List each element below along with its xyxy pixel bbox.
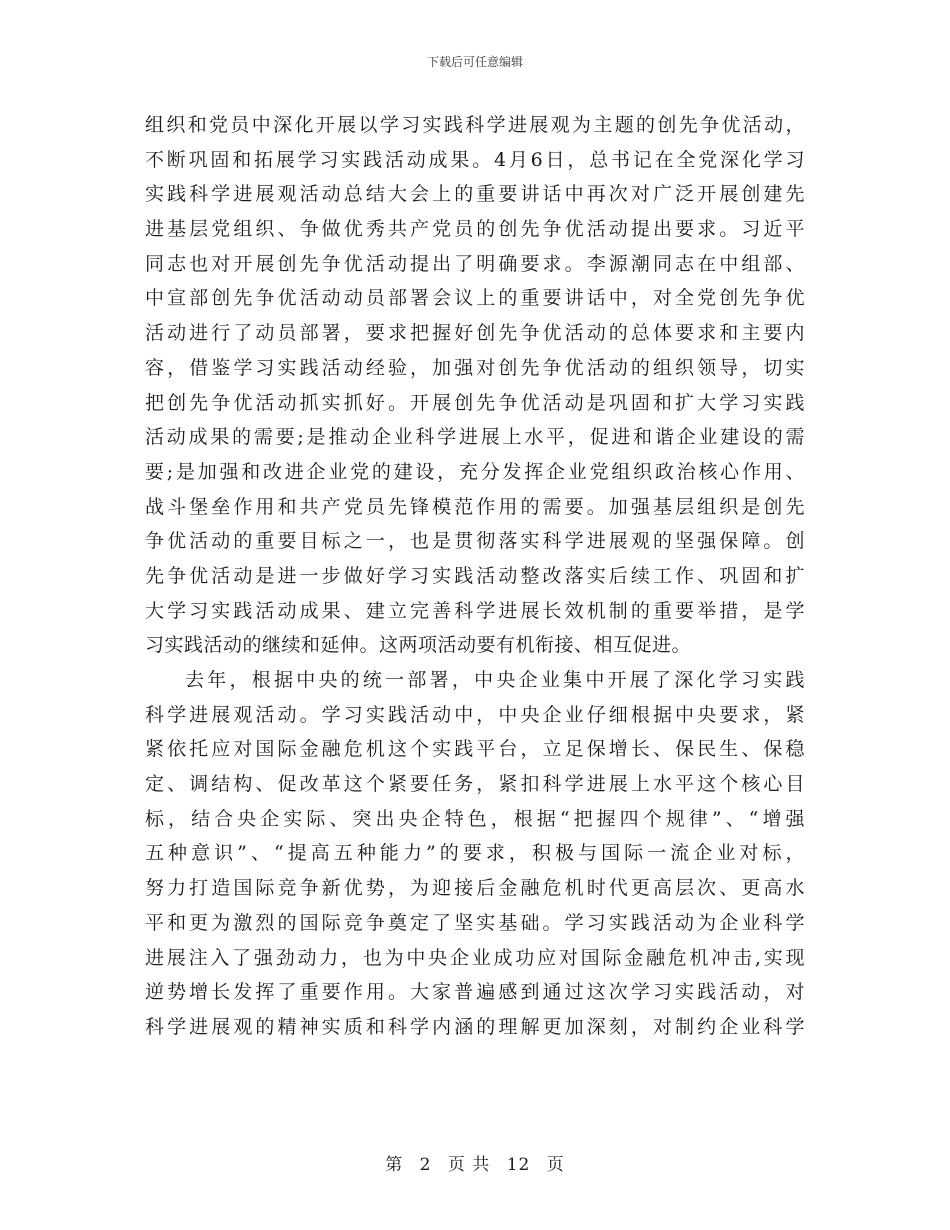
text-line: 紧依托应对国际金融危机这个实践平台，立足保增长、保民生、保稳 — [145, 738, 805, 761]
text-line: 去年，根据中央的统一部署，中央企业集中开展了深化学习实践 — [185, 669, 805, 691]
text-line: 组织和党员中深化开展以学习实践科学进展观为主题的创先争优活动， — [145, 114, 805, 136]
footer-suffix: 页 — [546, 1155, 565, 1175]
text-line: 平和更为激烈的国际竞争奠定了坚实基础。学习实践活动为企业科学 — [145, 911, 805, 934]
text-line: 标，结合央企实际、突出央企特色，根据“把握四个规律”、“增强 — [145, 807, 805, 830]
text-line: 中宣部创先争优活动动员部署会议上的重要讲话中，对全党创先争优 — [145, 287, 805, 310]
text-line: 争优活动的重要目标之一，也是贯彻落实科学进展观的坚强保障。创 — [145, 530, 805, 553]
footer-prefix: 第 — [385, 1155, 404, 1175]
paragraph-1 — [145, 108, 805, 663]
text-line: 把创先争优活动抓实抓好。开展创先争优活动是巩固和扩大学习实践 — [145, 391, 805, 414]
text-line: 定、调结构、促改革这个紧要任务，紧扣科学进展上水平这个核心目 — [145, 773, 805, 796]
current-page-number: 2 — [419, 1155, 432, 1175]
text-line: 科学进展观的精神实质和科学内涵的理解更加深刻，对制约企业科学 — [145, 1015, 805, 1038]
text-line: 进展注入了强劲动力，也为中央企业成功应对国际金融危机冲击,实现 — [145, 946, 805, 969]
text-line: 五种意识”、“提高五种能力”的要求，积极与国际一流企业对标， — [145, 842, 805, 865]
text-line: 战斗堡垒作用和共产党员先锋模范作用的需要。加强基层组织是创先 — [145, 495, 805, 518]
text-line: 努力打造国际竞争新优势，为迎接后金融危机时代更高层次、更高水 — [145, 877, 805, 900]
text-line: 实践科学进展观活动总结大会上的重要讲话中再次对广泛开展创建先 — [145, 183, 805, 206]
total-page-count: 12 — [506, 1155, 531, 1175]
text-line: 同志也对开展创先争优活动提出了明确要求。李源潮同志在中组部、 — [145, 252, 805, 275]
text-line: 进基层党组织、争做优秀共产党员的创先争优活动提出要求。习近平 — [145, 218, 805, 241]
paragraph-2 — [145, 663, 805, 1045]
text-line: 活动成果的需要;是推动企业科学进展上水平，促进和谐企业建设的需 — [145, 426, 805, 449]
text-line: 逆势增长发挥了重要作用。大家普遍感到通过这次学习实践活动，对 — [145, 981, 805, 1004]
text-line: 科学进展观活动。学习实践活动中，中央企业仔细根据中央要求，紧 — [145, 703, 805, 726]
page-number-footer — [0, 1154, 950, 1176]
text-line: 不断巩固和拓展学习实践活动成果。4月6日，总书记在全党深化学习 — [145, 148, 805, 171]
text-line: 容，借鉴学习实践活动经验，加强对创先争优活动的组织领导，切实 — [145, 356, 805, 379]
footer-middle: 页 共 — [447, 1155, 491, 1175]
text-line: 习实践活动的继续和延伸。这两项活动要有机衔接、相互促进。 — [145, 634, 692, 657]
document-body — [145, 108, 805, 1045]
text-line: 大学习实践活动成果、建立完善科学进展长效机制的重要举措，是学 — [145, 599, 805, 622]
text-line: 要;是加强和改进企业党的建设，充分发挥企业党组织政治核心作用、 — [145, 460, 805, 483]
text-line: 先争优活动是进一步做好学习实践活动整改落实后续工作、巩固和扩 — [145, 564, 805, 587]
page-header-note: 下载后可任意编辑 — [426, 55, 523, 69]
text-line: 活动进行了动员部署，要求把握好创先争优活动的总体要求和主要内 — [145, 322, 805, 345]
